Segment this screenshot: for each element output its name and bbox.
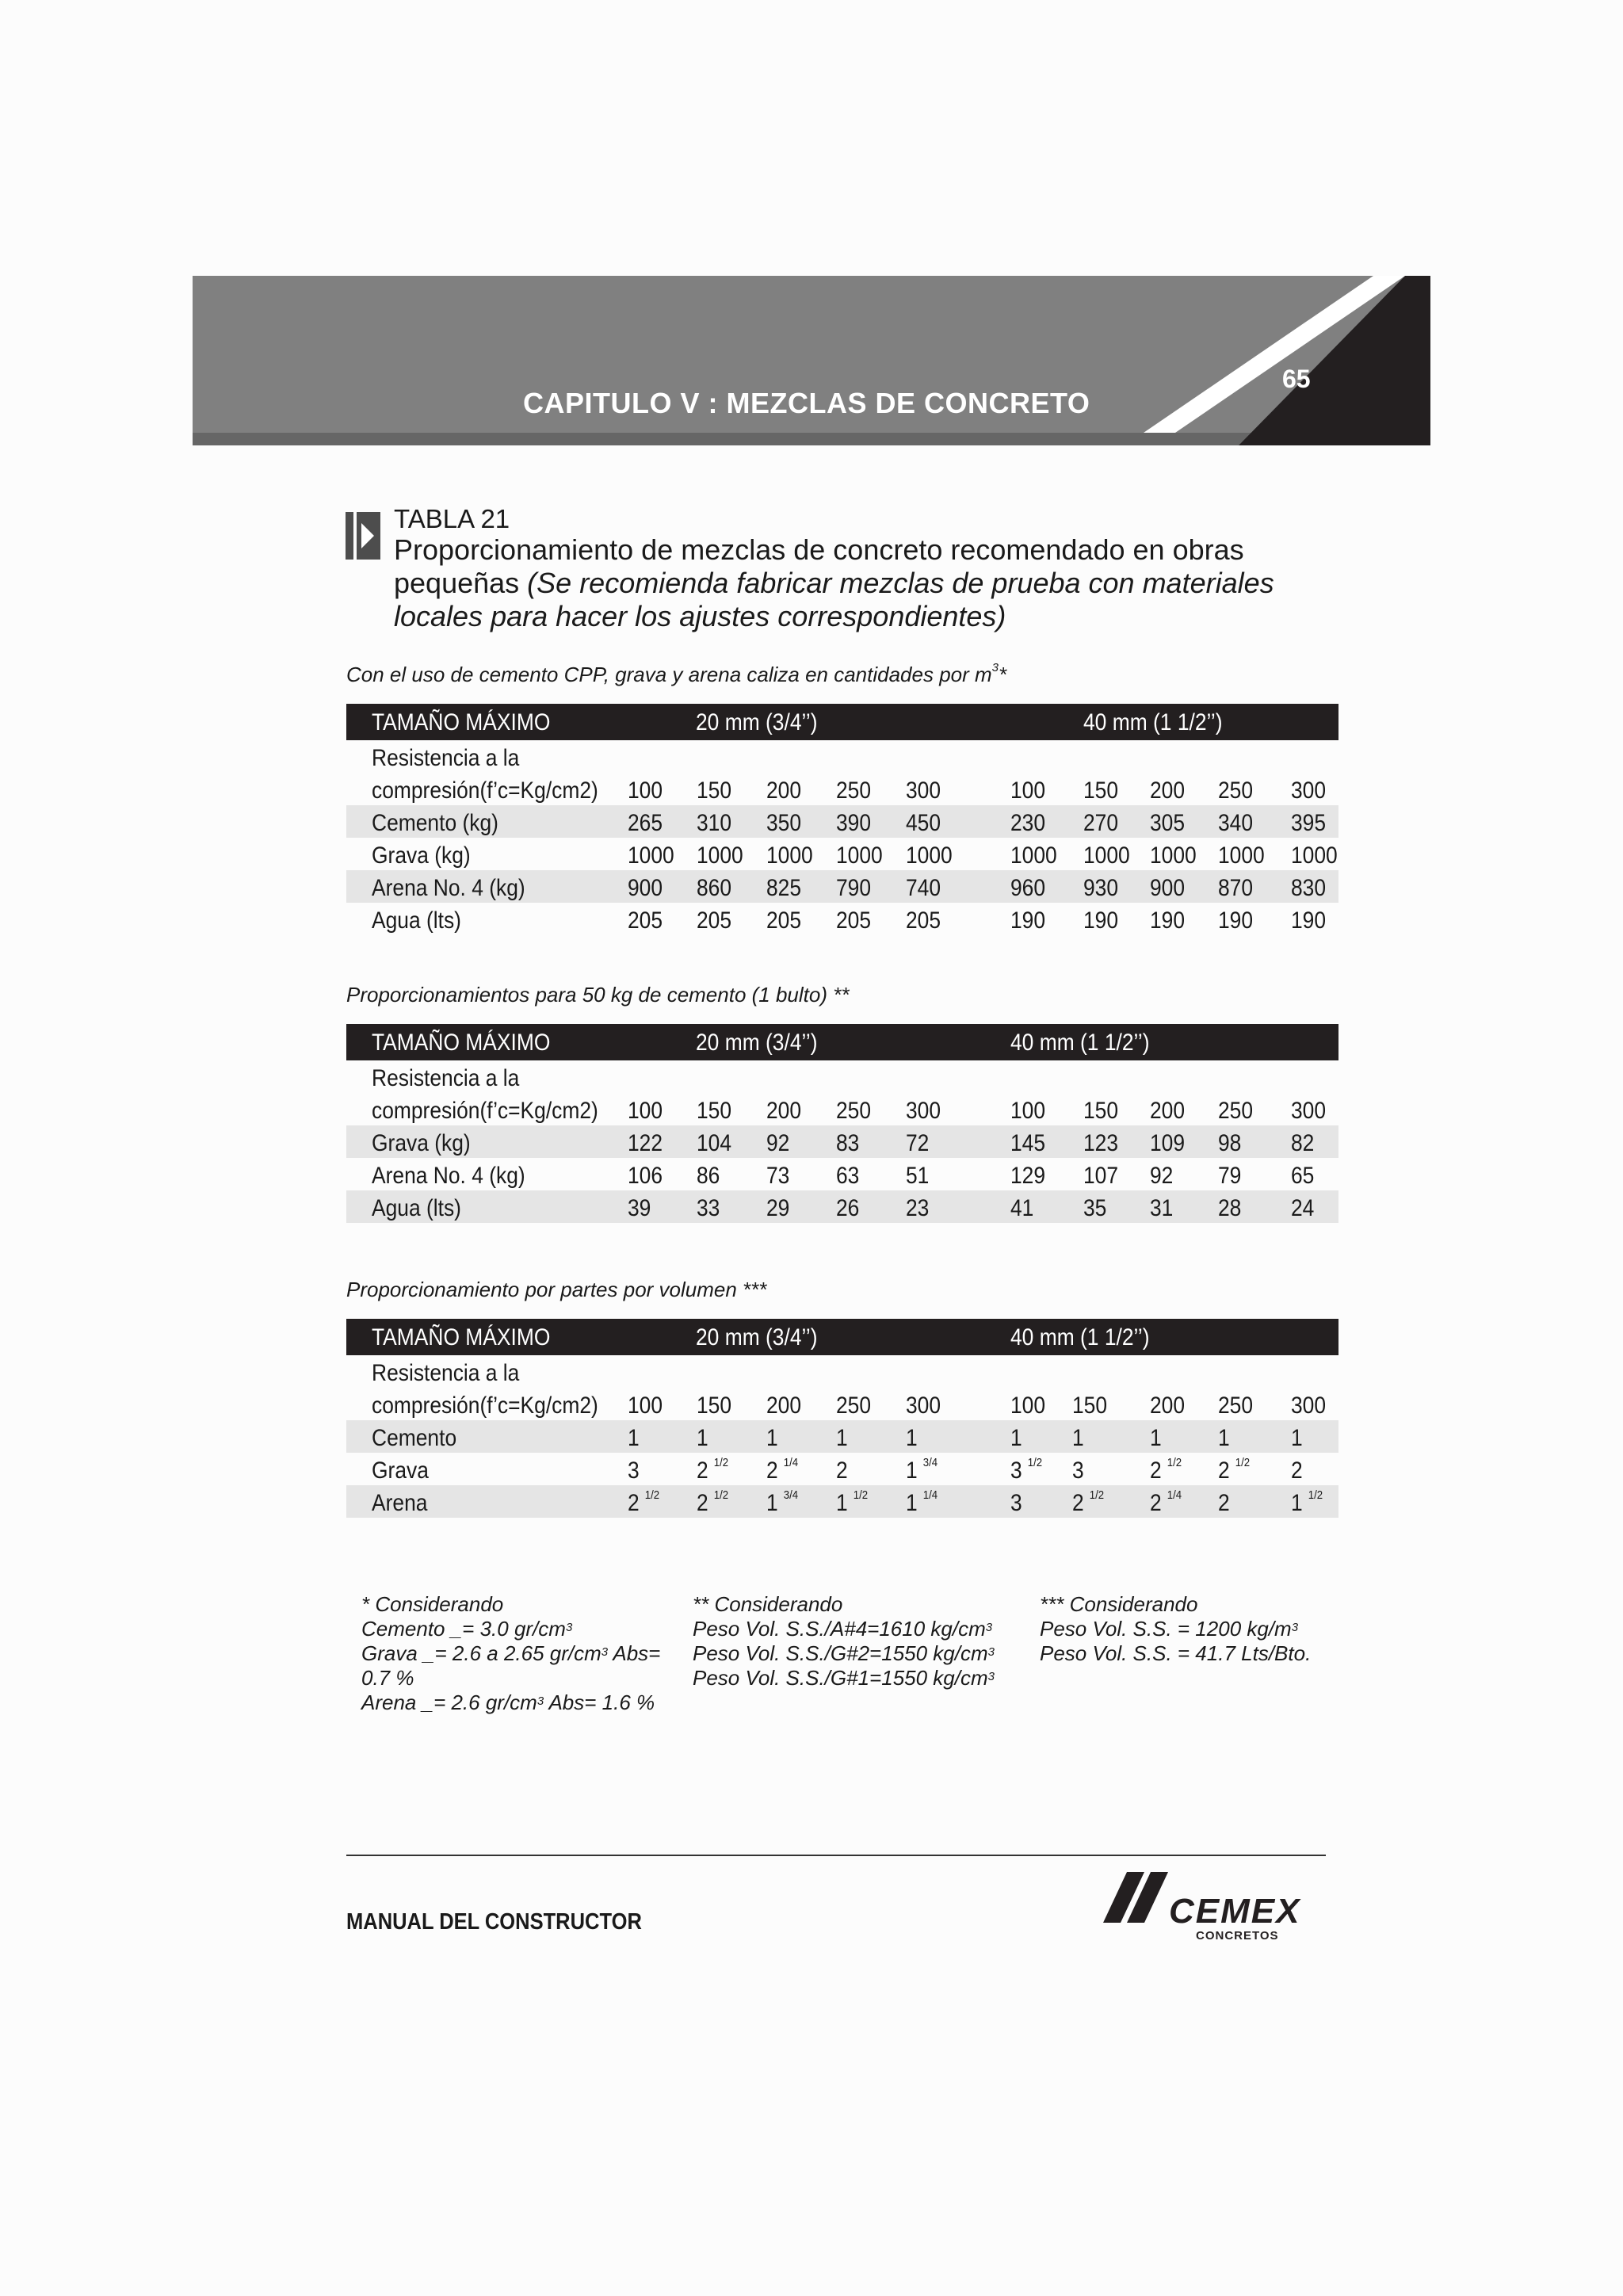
table-cell: 450 — [906, 810, 941, 836]
table-cell: 1000 — [628, 842, 674, 869]
table-header-cell: TAMAÑO MÁXIMO — [372, 1030, 551, 1056]
table-row — [346, 740, 1338, 773]
table-cell: 190 — [1150, 907, 1186, 934]
section-note-2: Proporcionamientos para 50 kg de cemento (1 bulto) ** — [346, 983, 850, 1007]
table-cell: 1 $^{3/4}$ — [766, 1488, 799, 1516]
table-cell: 205 — [766, 907, 802, 934]
header-dark-block — [1207, 276, 1430, 445]
table-cell: 100 — [1010, 1392, 1046, 1419]
table-header-cell: 40 mm (1 1/2’’) — [1010, 1030, 1150, 1056]
row-label: Grava — [372, 1457, 429, 1484]
table-row — [346, 838, 1338, 870]
table-cell: 107 — [1083, 1163, 1119, 1189]
cemex-logo-subtitle: CONCRETOS — [1196, 1929, 1279, 1943]
table-cell: 100 — [1010, 1098, 1046, 1124]
table-cell: 98 — [1218, 1130, 1242, 1156]
table-cell: 190 — [1083, 907, 1119, 934]
table-cell: 250 — [1218, 1098, 1254, 1124]
table-cantidades-por-m3 — [346, 704, 1338, 936]
table-cell: 1 — [1150, 1425, 1162, 1451]
table-header-row — [346, 1024, 1338, 1060]
table-por-bulto — [346, 1024, 1338, 1224]
table-cell: 1 — [1291, 1425, 1303, 1451]
table-cell: 1 — [628, 1425, 640, 1451]
table-cell: 73 — [766, 1163, 790, 1189]
table-cell: 300 — [1291, 777, 1327, 804]
table-cell: 300 — [906, 1098, 941, 1124]
table-header-cell: 40 mm (1 1/2’’) — [1083, 709, 1223, 735]
row-label: Resistencia a la — [372, 745, 520, 771]
table-cell: 51 — [906, 1163, 930, 1189]
table-cell: 310 — [697, 810, 732, 836]
table-header-cell: TAMAÑO MÁXIMO — [372, 709, 551, 735]
footnote-3: *** Considerando Peso Vol. S.S. = 1200 $kg/m^3$ Peso Vol. S.S. = 41.7 Lts/Bto. — [1040, 1592, 1312, 1665]
row-label: Cemento (kg) — [372, 810, 498, 836]
table-cell: 1 — [766, 1425, 778, 1451]
table-cell: 1000 — [1010, 842, 1057, 869]
table-cell: 200 — [1150, 777, 1186, 804]
table-cell: 150 — [1083, 1098, 1119, 1124]
section-note-1: Con el uso de cemento CPP, grava y arena caliza en cantidades por $m^3*$ — [346, 661, 1007, 686]
table-cell: 23 — [906, 1195, 930, 1221]
table-cell: 960 — [1010, 875, 1046, 901]
table-cell: 300 — [906, 1392, 941, 1419]
table-cell: 100 — [628, 1392, 663, 1419]
footer-manual-title: MANUAL DEL CONSTRUCTOR — [346, 1909, 642, 1935]
table-title-note: (Se recomienda fabricar mezclas de prueba con materiales locales para hacer los ajustes correspondientes) — [394, 567, 1274, 632]
table-row — [346, 1485, 1338, 1518]
section-note-3: Proporcionamiento por partes por volumen *** — [346, 1278, 767, 1301]
table-row — [346, 805, 1338, 838]
table-cell: 24 — [1291, 1195, 1315, 1221]
table-cell: 2 $^{1/2}$ — [697, 1456, 729, 1484]
table-cell: 395 — [1291, 810, 1327, 836]
table-cell: 205 — [697, 907, 732, 934]
table-cell: 92 — [1150, 1163, 1174, 1189]
table-cell: 2 — [1218, 1490, 1230, 1516]
table-cell: 200 — [1150, 1098, 1186, 1124]
table-cell: 31 — [1150, 1195, 1174, 1221]
table-cell: 1000 — [697, 842, 743, 869]
table-cell: 350 — [766, 810, 802, 836]
table-cell: 1000 — [766, 842, 813, 869]
table-cell: 1 $^{3/4}$ — [906, 1456, 938, 1484]
table-row — [346, 1355, 1338, 1388]
table-cell: 129 — [1010, 1163, 1046, 1189]
table-cell: 35 — [1083, 1195, 1107, 1221]
table-cell: 100 — [628, 1098, 663, 1124]
table-cell: 3 — [1010, 1490, 1022, 1516]
table-row — [346, 903, 1338, 935]
table-title-main: Proporcionamiento de mezclas de concreto recomendado en obras pequeñas — [394, 533, 1244, 599]
table-cell: 250 — [1218, 1392, 1254, 1419]
table-row — [346, 1158, 1338, 1190]
table-cell: 150 — [697, 777, 732, 804]
cemex-logo-wordmark: CEMEX — [1169, 1892, 1301, 1931]
table-number: TABLA 21 — [394, 504, 510, 533]
table-cell: 250 — [836, 1392, 872, 1419]
table-cell: 33 — [697, 1195, 720, 1221]
table-header-cell: 20 mm (3/4’’) — [696, 709, 818, 735]
row-label: Cemento — [372, 1425, 457, 1451]
table-cell: 2 $^{1/2}$ — [1150, 1456, 1182, 1484]
table-cell: 122 — [628, 1130, 663, 1156]
table-cell: 825 — [766, 875, 802, 901]
table-cell: 250 — [1218, 777, 1254, 804]
table-cell: 790 — [836, 875, 872, 901]
table-cell: 300 — [1291, 1098, 1327, 1124]
table-row — [346, 1453, 1338, 1485]
table-cell: 190 — [1291, 907, 1327, 934]
table-cell: 72 — [906, 1130, 930, 1156]
table-cell: 205 — [628, 907, 663, 934]
row-label: Arena No. 4 (kg) — [372, 1163, 525, 1189]
table-cell: 205 — [906, 907, 941, 934]
table-cell: 1000 — [1291, 842, 1338, 869]
table-cell: 1 — [697, 1425, 708, 1451]
table-cell: 86 — [697, 1163, 720, 1189]
table-cell: 1 — [1072, 1425, 1084, 1451]
table-cell: 2 $^{1/4}$ — [766, 1456, 799, 1484]
table-cell: 230 — [1010, 810, 1046, 836]
table-cell: 2 $^{1/2}$ — [1218, 1456, 1251, 1484]
table-cell: 1 — [1218, 1425, 1230, 1451]
table-cell: 123 — [1083, 1130, 1119, 1156]
table-cell: 41 — [1010, 1195, 1034, 1221]
table-cell: 390 — [836, 810, 872, 836]
table-cell: 305 — [1150, 810, 1186, 836]
table-header-cell: 20 mm (3/4’’) — [696, 1324, 818, 1350]
table-cell: 1000 — [1083, 842, 1130, 869]
table-cell: 3 — [628, 1457, 640, 1484]
table-cell: 3 $^{1/2}$ — [1010, 1456, 1043, 1484]
row-label: compresión(f’c=Kg/cm2) — [372, 777, 598, 804]
footnote-1: * Considerando Cemento _= 3.0 $gr/cm^3$ Grava _= 2.6 a 2.65 $gr/cm^3$ Abs= 0.7 % Arena _= 2.6 $gr/cm^3$ Abs= 1.6 % — [361, 1592, 661, 1714]
table-cell: 150 — [1083, 777, 1119, 804]
row-label: Grava (kg) — [372, 842, 471, 869]
row-label: Arena — [372, 1490, 428, 1516]
table-cell: 100 — [1010, 777, 1046, 804]
page-number: 65 — [1282, 365, 1311, 393]
table-row — [346, 1388, 1338, 1420]
table-cell: 79 — [1218, 1163, 1242, 1189]
table-cell: 200 — [766, 1098, 802, 1124]
table-cell: 2 $^{1/2}$ — [697, 1488, 729, 1516]
table-cell: 300 — [1291, 1392, 1327, 1419]
table-cell: 100 — [628, 777, 663, 804]
row-label: Resistencia a la — [372, 1360, 520, 1386]
table-cell: 1000 — [1218, 842, 1265, 869]
table-cell: 830 — [1291, 875, 1327, 901]
row-label: Grava (kg) — [372, 1130, 471, 1156]
table-cell: 145 — [1010, 1130, 1046, 1156]
table-cell: 1 $^{1/2}$ — [1291, 1488, 1323, 1516]
table-cell: 150 — [697, 1392, 732, 1419]
table-cell: 265 — [628, 810, 663, 836]
table-cell: 200 — [1150, 1392, 1186, 1419]
chapter-title: CAPITULO V : MEZCLAS DE CONCRETO — [523, 387, 1090, 419]
table-header-cell: 40 mm (1 1/2’’) — [1010, 1324, 1150, 1350]
table-cell: 200 — [766, 777, 802, 804]
table-cell: 2 $^{1/2}$ — [628, 1488, 660, 1516]
table-cell: 340 — [1218, 810, 1254, 836]
chapter-header — [193, 276, 1430, 445]
table-cell: 106 — [628, 1163, 663, 1189]
table-cell: 3 — [1072, 1457, 1084, 1484]
table-header-cell: 20 mm (3/4’’) — [696, 1030, 818, 1056]
table-row — [346, 1093, 1338, 1125]
table-cell: 190 — [1218, 907, 1254, 934]
table-cell: 29 — [766, 1195, 790, 1221]
table-title — [394, 533, 1361, 633]
table-cell: 2 — [836, 1457, 848, 1484]
footer-divider — [346, 1855, 1326, 1856]
table-cell: 2 $^{1/2}$ — [1072, 1488, 1105, 1516]
table-cell: 1 $^{1/4}$ — [906, 1488, 938, 1516]
table-cell: 270 — [1083, 810, 1119, 836]
table-cell: 870 — [1218, 875, 1254, 901]
table-cell: 300 — [906, 777, 941, 804]
table-header-row — [346, 704, 1338, 740]
table-cell: 104 — [697, 1130, 732, 1156]
table-row — [346, 1190, 1338, 1223]
table-cell: 1 — [1010, 1425, 1022, 1451]
table-row — [346, 1125, 1338, 1158]
table-header-cell: TAMAÑO MÁXIMO — [372, 1324, 551, 1350]
row-label: compresión(f’c=Kg/cm2) — [372, 1098, 598, 1124]
table-cell: 740 — [906, 875, 941, 901]
table-row — [346, 870, 1338, 903]
table-row — [346, 773, 1338, 805]
table-cell: 1 — [836, 1425, 848, 1451]
table-header-row — [346, 1319, 1338, 1355]
table-row — [346, 1420, 1338, 1453]
table-cell: 2 — [1291, 1457, 1303, 1484]
table-cell: 63 — [836, 1163, 860, 1189]
table-cell: 900 — [1150, 875, 1186, 901]
table-cell: 1 $^{1/2}$ — [836, 1488, 869, 1516]
table-cell: 190 — [1010, 907, 1046, 934]
table-cell: 1 — [906, 1425, 918, 1451]
table-cell: 250 — [836, 777, 872, 804]
table-por-volumen — [346, 1319, 1338, 1519]
table-cell: 65 — [1291, 1163, 1315, 1189]
table-cell: 82 — [1291, 1130, 1315, 1156]
table-cell: 28 — [1218, 1195, 1242, 1221]
table-marker-icon — [346, 512, 380, 560]
table-cell: 2 $^{1/4}$ — [1150, 1488, 1182, 1516]
table-cell: 1000 — [1150, 842, 1197, 869]
table-cell: 930 — [1083, 875, 1119, 901]
table-cell: 26 — [836, 1195, 860, 1221]
row-label: Agua (lts) — [372, 907, 461, 934]
table-cell: 1000 — [906, 842, 953, 869]
table-cell: 900 — [628, 875, 663, 901]
table-cell: 200 — [766, 1392, 802, 1419]
table-row — [346, 1060, 1338, 1093]
row-label: Arena No. 4 (kg) — [372, 875, 525, 901]
table-cell: 250 — [836, 1098, 872, 1124]
table-cell: 860 — [697, 875, 732, 901]
table-cell: 39 — [628, 1195, 651, 1221]
table-cell: 92 — [766, 1130, 790, 1156]
table-cell: 83 — [836, 1130, 860, 1156]
table-cell: 1000 — [836, 842, 883, 869]
row-label: compresión(f’c=Kg/cm2) — [372, 1392, 598, 1419]
row-label: Agua (lts) — [372, 1195, 461, 1221]
footnote-2: ** Considerando Peso Vol. S.S./A#4=1610 $kg/cm^3$ Peso Vol. S.S./G#2=1550 $kg/cm^3$ Peso Vol. S.S./G#1=1550 $kg/cm^3$ — [693, 1592, 995, 1690]
table-cell: 205 — [836, 907, 872, 934]
table-cell: 109 — [1150, 1130, 1186, 1156]
row-label: Resistencia a la — [372, 1065, 520, 1091]
table-cell: 150 — [1072, 1392, 1108, 1419]
table-cell: 150 — [697, 1098, 732, 1124]
